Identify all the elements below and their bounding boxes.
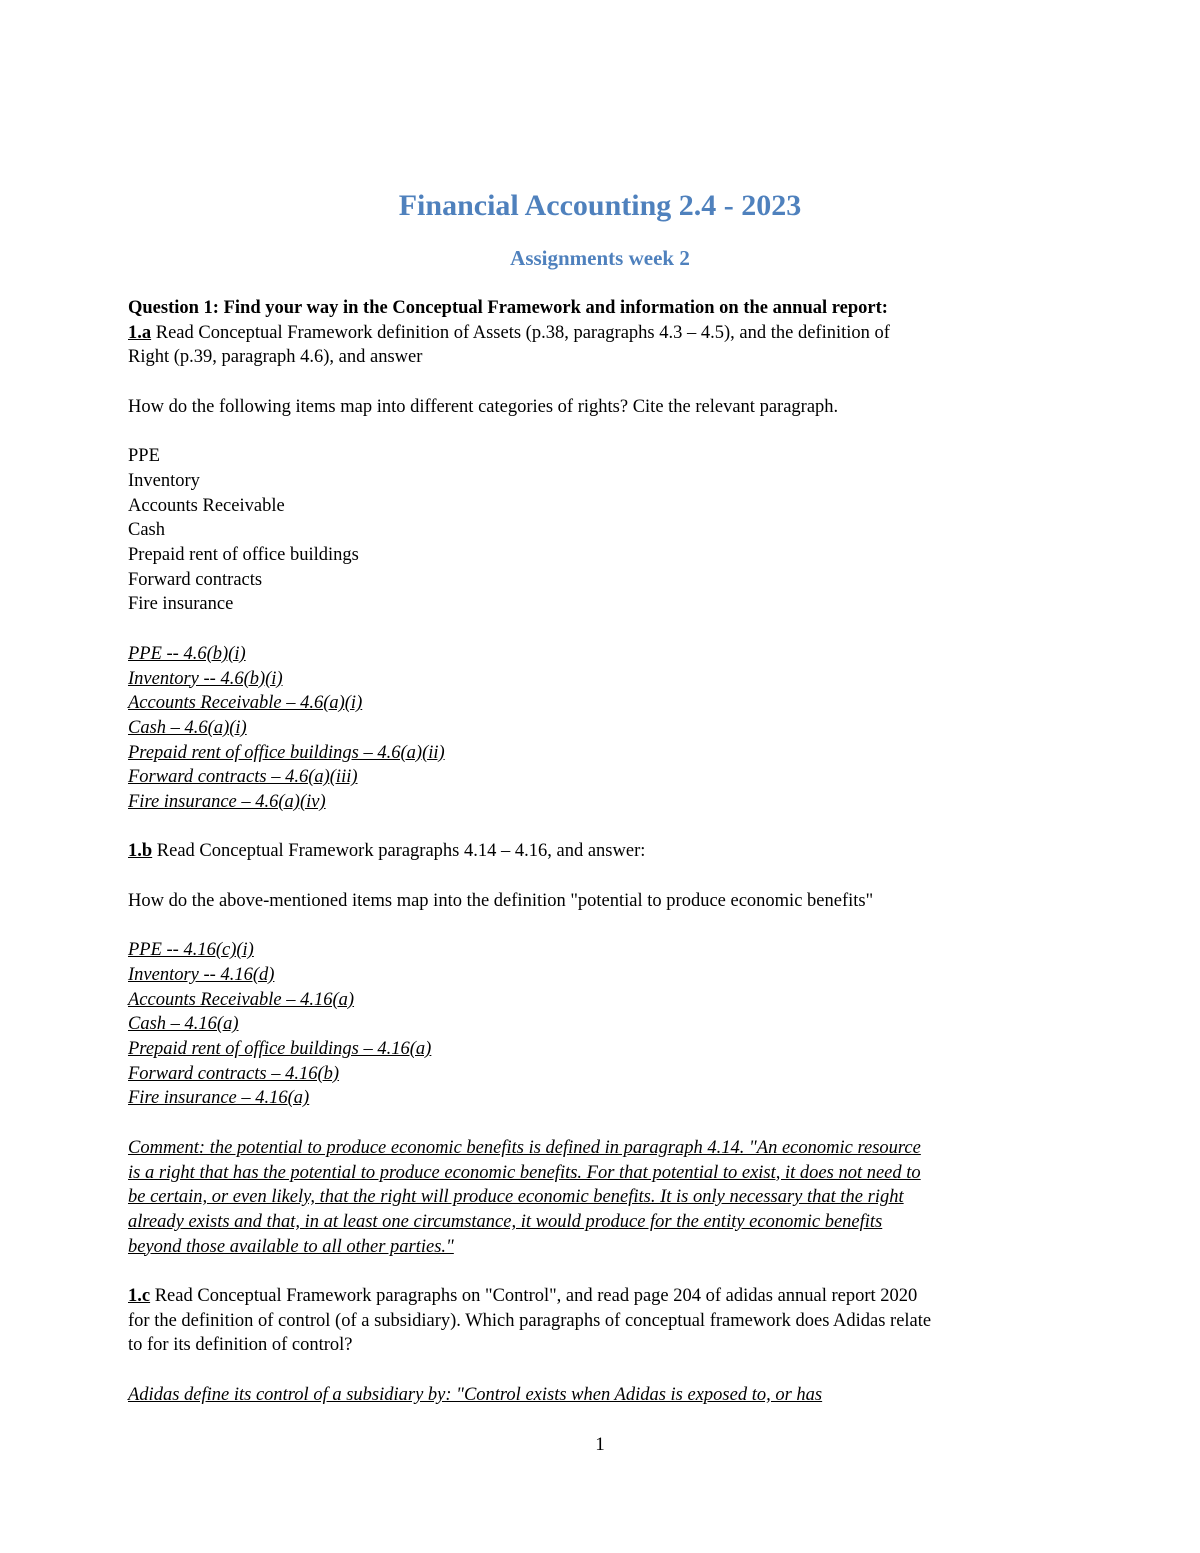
q1a-answer: PPE -- 4.6(b)(i) <box>128 643 246 664</box>
q1a-label: 1.a <box>128 322 152 343</box>
q1b-answer: Forward contracts – 4.16(b) <box>128 1063 340 1084</box>
q1b-comment-line: already exists and that, in at least one circumstance, it would produce for the entity economic benefits <box>128 1211 883 1232</box>
question-1-heading: Question 1: Find your way in the Conceptual Framework and information on the annual report: <box>128 298 888 318</box>
q1c-label: 1.c <box>128 1286 151 1306</box>
q1a-item: Cash <box>128 520 165 541</box>
q1b-intro <box>128 839 1078 864</box>
q1a-item: Prepaid rent of office buildings <box>128 545 359 565</box>
q1a-answer: Prepaid rent of office buildings – 4.6(a)(ii) <box>128 742 445 763</box>
q1a-answer: Forward contracts – 4.6(a)(iii) <box>128 767 358 788</box>
q1b-comment-line: be certain, or even likely, that the right will produce economic benefits. It is only necessary that the right <box>128 1187 904 1208</box>
q1a-answer: Accounts Receivable – 4.6(a)(i) <box>128 693 363 714</box>
q1b-label: 1.b <box>128 841 153 862</box>
document-title: Financial Accounting 2.4 - 2023 <box>398 189 802 222</box>
q1a-intro-line-1 <box>128 321 1078 346</box>
q1a-answer: Fire insurance – 4.6(a)(iv) <box>128 792 326 813</box>
q1b-comment-line: beyond those available to all other parties." <box>128 1236 454 1257</box>
q1b-answer: Fire insurance – 4.16(a) <box>128 1088 310 1109</box>
q1b-answer: Inventory -- 4.16(d) <box>128 964 275 985</box>
page-number: 1 <box>595 1434 605 1455</box>
q1a-intro-line-2: Right (p.39, paragraph 4.6), and answer <box>128 347 423 368</box>
q1c-intro-line-2: for the definition of control (of a subsidiary). Which paragraphs of conceptual framework does Adidas relate <box>128 1310 932 1331</box>
q1c-text-1: Read Conceptual Framework paragraphs on "Control", and read page 204 of adidas annual report 2020 <box>150 1286 918 1306</box>
q1a-item: PPE <box>128 446 160 467</box>
q1b-answer: PPE -- 4.16(c)(i) <box>128 940 254 961</box>
document-subtitle: Assignments week 2 <box>510 246 690 270</box>
q1b-question: How do the above-mentioned items map into the definition "potential to produce economic benefits" <box>128 890 874 911</box>
document-body <box>128 296 1078 1408</box>
q1b-comment-line: Comment: the potential to produce economic benefits is defined in paragraph 4.14. "An economic resource <box>128 1137 921 1158</box>
q1a-item: Accounts Receivable <box>128 495 285 516</box>
q1c-answer-line: Adidas define its control of a subsidiary by: "Control exists when Adidas is exposed to, or has <box>128 1384 823 1405</box>
q1a-text-1: Read Conceptual Framework definition of Assets (p.38, paragraphs 4.3 – 4.5), and the definition of <box>151 322 890 343</box>
q1b-answer: Accounts Receivable – 4.16(a) <box>128 989 355 1010</box>
q1b-answer: Prepaid rent of office buildings – 4.16(a) <box>128 1039 432 1059</box>
q1b-text: Read Conceptual Framework paragraphs 4.14 – 4.16, and answer: <box>152 841 646 862</box>
q1a-question: How do the following items map into different categories of rights? Cite the relevant paragraph. <box>128 396 839 417</box>
q1c-intro-line-1 <box>128 1284 1078 1309</box>
q1c-intro-line-3: to for its definition of control? <box>128 1335 353 1356</box>
q1a-item: Forward contracts <box>128 569 263 590</box>
q1b-answer: Cash – 4.16(a) <box>128 1014 239 1035</box>
q1a-item: Fire insurance <box>128 594 234 615</box>
q1a-item: Inventory <box>128 470 200 491</box>
q1b-comment-line: is a right that has the potential to produce economic benefits. For that potential to exist, it does not need to <box>128 1162 921 1183</box>
q1a-answer: Cash – 4.6(a)(i) <box>128 717 247 738</box>
q1a-answer: Inventory -- 4.6(b)(i) <box>128 668 283 689</box>
